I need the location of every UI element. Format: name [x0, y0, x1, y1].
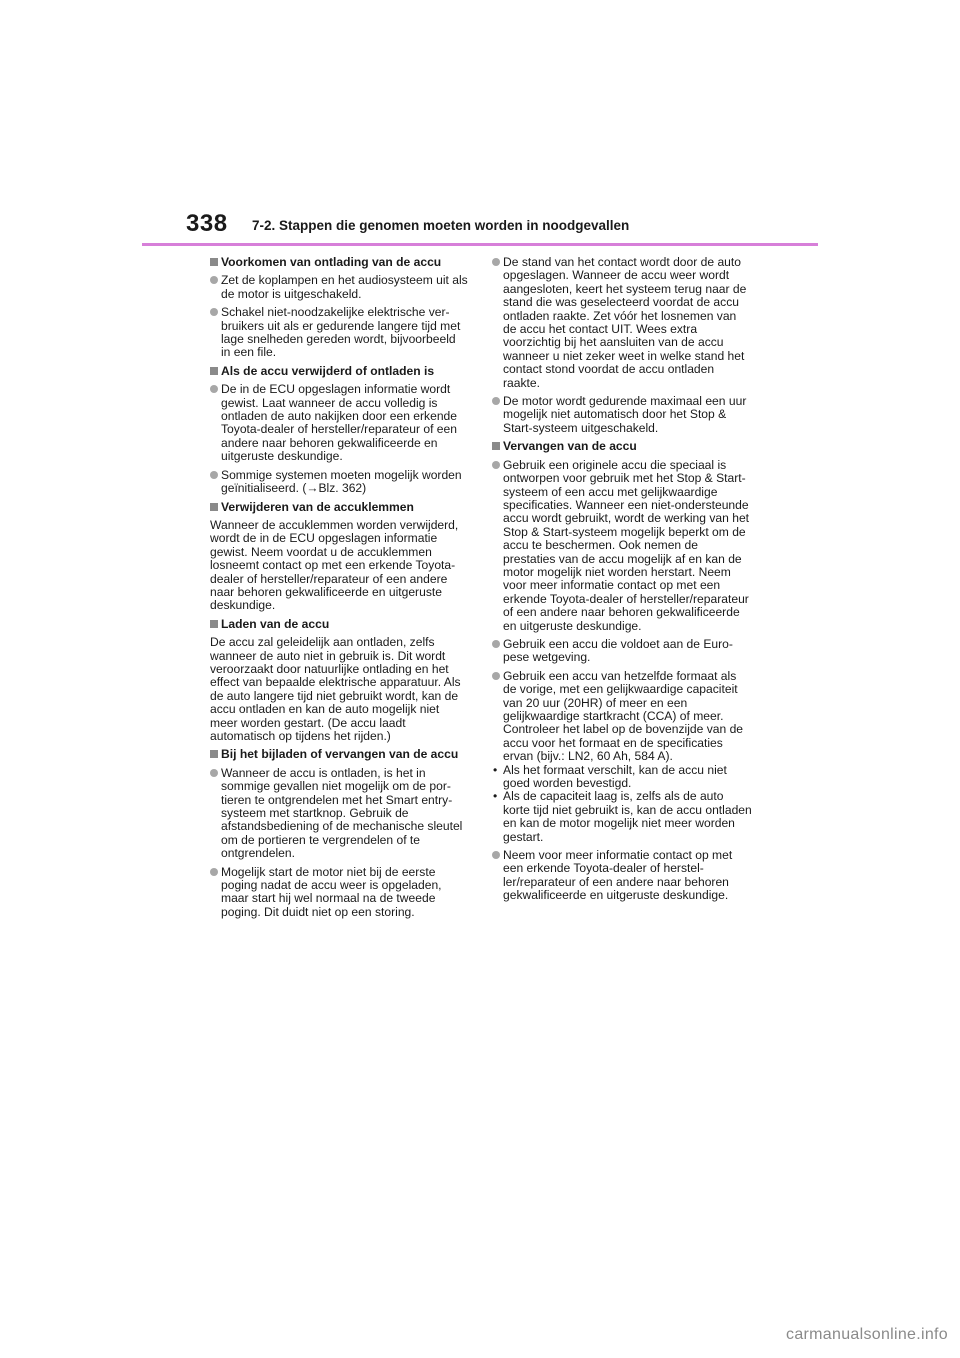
section-heading: [210, 256, 468, 269]
item-text: Wanneer de accu is ontladen, is het in sommige gevallen niet mogelijk om de portieren te ontgrendelen met het Smart entry-systeem met startknop. Gebruik de afstandsbediening of de mechanische sleutel om de portieren te vergrendelen of te ontgrendelen.: [221, 765, 463, 861]
circle-bullet-icon: [492, 258, 500, 266]
heading-text: Als de accu verwijderd of ontladen is: [221, 363, 435, 378]
circle-bullet-icon: [492, 461, 500, 469]
heading-text: Laden van de accu: [221, 616, 330, 631]
section-heading: [210, 748, 468, 761]
square-bullet-icon: [210, 750, 218, 758]
section-heading: [210, 618, 468, 631]
item-text: De stand van het contact wordt door de auto opgeslagen. Wanneer de accu weer wordt aangesloten, keert het systeem terug naar de stand die was geselecteerd voordat de accu ontladen raakte. Zet vóór het losnemen van de accu het contact UIT. Wees extra voorzichtig bij het aansluiten van de accu wanneer u niet zeker weet in welke stand het contact stond voordat de accu ontladen raakte.: [503, 255, 747, 390]
circle-bullet-icon: [492, 851, 500, 859]
square-bullet-icon: [492, 442, 500, 450]
watermark: carmanualsonline.info: [786, 1326, 948, 1343]
list-item: [210, 274, 468, 301]
list-item: [492, 256, 752, 390]
paragraph: Wanneer de accuklemmen worden verwijderd, wordt de in de ECU opgeslagen informatie gewist. Neem voordat u de accuklemmen losneemt contact op met een erkende Toyota-dealer of hersteller/reparateur of een andere naar behoren gekwalificeerde en uitgeruste deskundige.: [210, 517, 459, 613]
list-item: [210, 383, 468, 463]
heading-text: Vervangen van de accu: [503, 439, 637, 454]
item-text: De motor wordt gedurende maximaal een uur mogelijk niet automatisch door het Stop & Start-systeem uitgeschakeld.: [503, 394, 747, 435]
square-bullet-icon: [210, 620, 218, 628]
left-column: [210, 256, 468, 924]
circle-bullet-icon: [210, 276, 218, 284]
item-text: Neem voor meer informatie contact op met een erkende Toyota-dealer of hersteller/reparateur of een andere naar behoren gekwalificeerde en uitgeruste deskundige.: [503, 848, 733, 903]
heading-text: Bij het bijladen of vervangen van de accu: [221, 747, 459, 762]
circle-bullet-icon: [210, 385, 218, 393]
item-text: Schakel niet-noodzakelijke elektrische verbruikers uit als er gedurende langere tijd met lage snelheden gereden wordt, bijvoorbeeld in een file.: [221, 305, 461, 360]
section-heading: [210, 365, 468, 378]
list-item: [210, 767, 468, 861]
circle-bullet-icon: [492, 397, 500, 405]
square-bullet-icon: [210, 258, 218, 266]
square-bullet-icon: [210, 367, 218, 375]
right-column: [492, 256, 752, 908]
circle-bullet-icon: [210, 769, 218, 777]
circle-bullet-icon: [210, 308, 218, 316]
list-item: [492, 459, 752, 633]
list-item: [492, 638, 752, 665]
sub-list-item: [492, 790, 752, 844]
circle-bullet-icon: [210, 471, 218, 479]
circle-bullet-icon: [492, 640, 500, 648]
circle-bullet-icon: [210, 868, 218, 876]
item-text: De in de ECU opgeslagen informatie wordt gewist. Laat wanneer de accu volledig is ontladen de auto nakijken door een erkende Toyota-dealer of hersteller/reparateur of een andere naar behoren gekwalificeerde en uitgeruste deskundige.: [221, 382, 458, 464]
section-title: 7-2. Stappen die genomen moeten worden in noodgevallen: [252, 218, 630, 233]
list-item: [210, 866, 468, 920]
sub-item-text: Als het formaat verschilt, kan de accu niet goed worden bevestigd.: [503, 762, 727, 791]
header-divider: [142, 243, 818, 246]
item-text: Mogelijk start de motor niet bij de eerste poging nadat de accu weer is opgeladen, maar start hij wel normaal na de tweede poging. Dit duidt niet op een storing.: [221, 864, 442, 919]
list-item: [492, 849, 752, 903]
circle-bullet-icon: [492, 672, 500, 680]
list-item: [210, 469, 468, 496]
item-text: Gebruik een accu die voldoet aan de Europese wetgeving.: [503, 636, 733, 665]
item-text: Gebruik een accu van hetzelfde formaat als de vorige, met een gelijkwaardige capaciteit van 20 uur (20HR) of meer en een gelijkwaardige startkracht (CCA) of meer. Controleer het label op de bovenzijde van de accu voor het formaat en de specificaties ervan (bijv.: LN2, 60 Ah, 584 A).: [503, 668, 744, 764]
paragraph: De accu zal geleidelijk aan ontladen, zelfs wanneer de auto niet in gebruik is. Dit wordt veroorzaakt door natuurlijke ontlading en het effect van bepaalde elektrische apparatuur. Als de auto langere tijd niet gebruikt wordt, kan de accu ontladen en kan de auto mogelijk niet meer worden gestart. (De accu laadt automatisch op tijdens het rijden.): [210, 635, 461, 743]
page-number: 338: [186, 210, 228, 237]
sub-item-text: Als de capaciteit laag is, zelfs als de auto korte tijd niet gebruikt is, kan de accu ontladen en kan de motor mogelijk niet meer worden gestart.: [503, 789, 752, 844]
list-item: [210, 306, 468, 360]
item-text: Sommige systemen moeten mogelijk worden geïnitialiseerd. (→Blz. 362): [221, 467, 462, 496]
heading-text: Verwijderen van de accuklemmen: [221, 499, 414, 514]
small-bullet-icon: •: [493, 789, 498, 804]
heading-text: Voorkomen van ontlading van de accu: [221, 255, 442, 269]
list-item: [492, 670, 752, 764]
section-heading: [492, 440, 752, 453]
list-item: [492, 395, 752, 435]
item-text: Zet de koplampen en het audiosysteem uit als de motor is uitgeschakeld.: [221, 273, 468, 301]
section-heading: [210, 501, 468, 514]
item-text: Gebruik een originele accu die speciaal is ontworpen voor gebruik met het Stop & Start-systeem of een accu met gelijkwaardige specificaties. Wanneer een niet-ondersteunde accu wordt gebruikt, wordt de werking van het Stop & Start-systeem mogelijk beperkt om de accu te beschermen. Ook nemen de prestaties van de accu mogelijk af en kan de motor mogelijk niet worden herstart. Neem voor meer informatie contact op met een erkende Toyota-dealer of hersteller/reparateur of een andere naar behoren gekwalificeerde en uitgeruste deskundige.: [503, 457, 750, 633]
square-bullet-icon: [210, 503, 218, 511]
sub-list-item: [492, 764, 752, 791]
small-bullet-icon: •: [493, 762, 498, 777]
